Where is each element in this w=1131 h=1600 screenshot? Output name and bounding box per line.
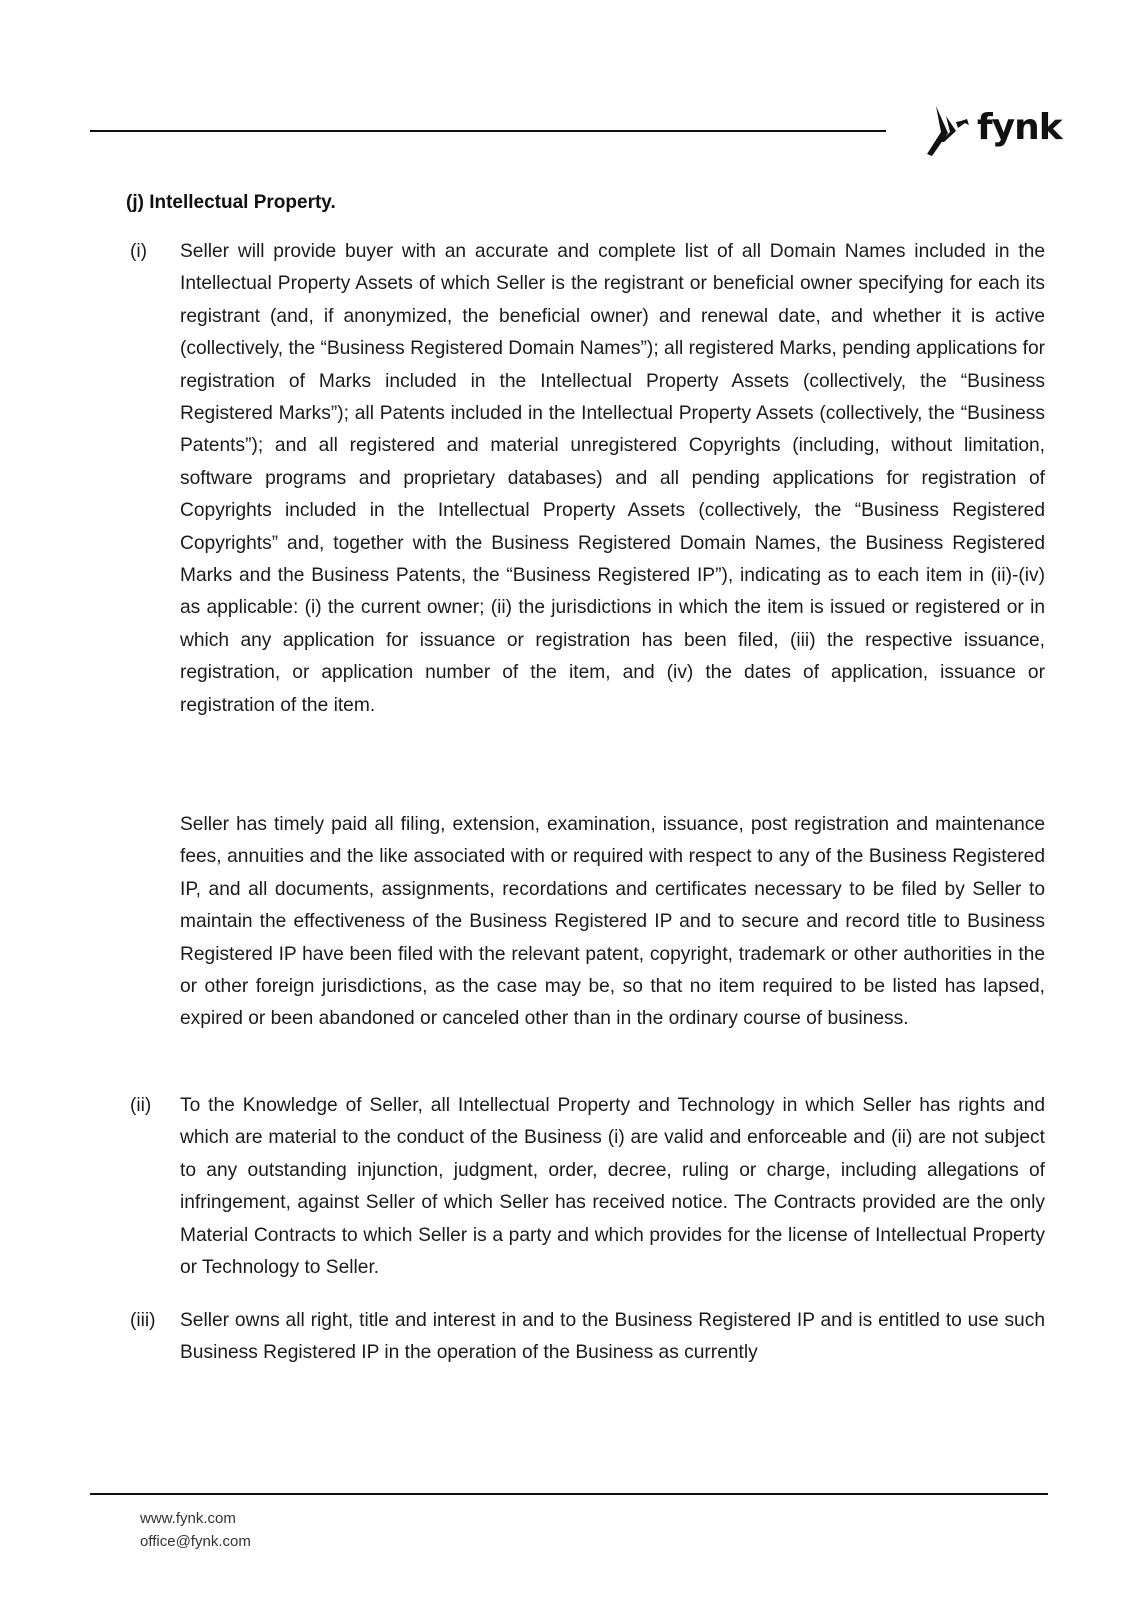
clause-text: Seller will provide buyer with an accurate and complete list of all Domain Names included in the Intellectual Property Assets of which Seller is the registrant or beneficial owner specifying for each its registrant (and, if anonymized, the beneficial owner) and renewal date, and whether it is active (collectively, the “Business Registered Domain Names”); all registered Marks, pending applications for registration of Marks included in the Intellectual Property Assets (collectively, the “Business Registered Marks”); all Patents included in the Intellectual Property Assets (collectively, the “Business Patents”); and all registered and material unregistered Copyrights (including, without limitation, software programs and proprietary databases) and all pending applications for registration of Copyrights included in the Intellectual Property Assets (collectively, the “Business Registered Copyrights” and, together with the Business Registered Domain Names, the Business Registered Marks and the Business Patents, the “Business Registered IP”), indicating as to each item in (ii)-(iv) as applicable: (i) the current owner; (ii) the jurisdictions in which the item is issued or registered or in which any application for issuance or registration has been filed, (iii) the respective issuance, registration, or application number of the item, and (iv) the dates of application, issuance or registration of the item. (180, 241, 1045, 716)
fynk-bird-icon (918, 104, 978, 160)
footer-divider (90, 1493, 1048, 1495)
clause-i-continued (180, 809, 1045, 1036)
header-divider (90, 130, 886, 132)
clause-marker: (iii) (130, 1310, 156, 1331)
clause-marker: (ii) (130, 1095, 152, 1116)
clause-marker: (i) (130, 241, 148, 262)
clause-i (130, 236, 1045, 722)
footer-email[interactable]: office@fynk.com (140, 1533, 251, 1550)
clause-iii (130, 1305, 1045, 1370)
footer-website[interactable]: www.fynk.com (140, 1510, 236, 1527)
clause-text: Seller owns all right, title and interest in and to the Business Registered IP and is entitled to use such Business Registered IP in the operation of the Business as currently (180, 1310, 1045, 1364)
clause-ii (130, 1090, 1045, 1284)
clause-text: To the Knowledge of Seller, all Intellectual Property and Technology in which Seller has rights and which are material to the conduct of the Business (i) are valid and enforceable and (ii) are not subject to any outstanding injunction, judgment, order, decree, ruling or charge, including allegations of infringement, against Seller of which Seller has received notice. The Contracts provided are the only Material Contracts to which Seller is a party and which provides for the license of Intellectual Property or Technology to Seller. (180, 1095, 1045, 1279)
brand-wordmark: fynk (977, 107, 1062, 148)
clause-text: Seller has timely paid all filing, extension, examination, issuance, post registration and maintenance fees, annuities and the like associated with or required with respect to any of the Business Registered IP, and all documents, assignments, recordations and certificates necessary to be filed by Seller to maintain the effectiveness of the Business Registered IP and to secure and record title to Business Registered IP have been filed with the relevant patent, copyright, trademark or other authorities in the or other foreign jurisdictions, as the case may be, so that no item required to be listed has lapsed, expired or been abandoned or canceled other than in the ordinary course of business. (180, 814, 1045, 1030)
brand-logo (918, 104, 1062, 160)
section-heading: (j) Intellectual Property. (126, 192, 336, 213)
